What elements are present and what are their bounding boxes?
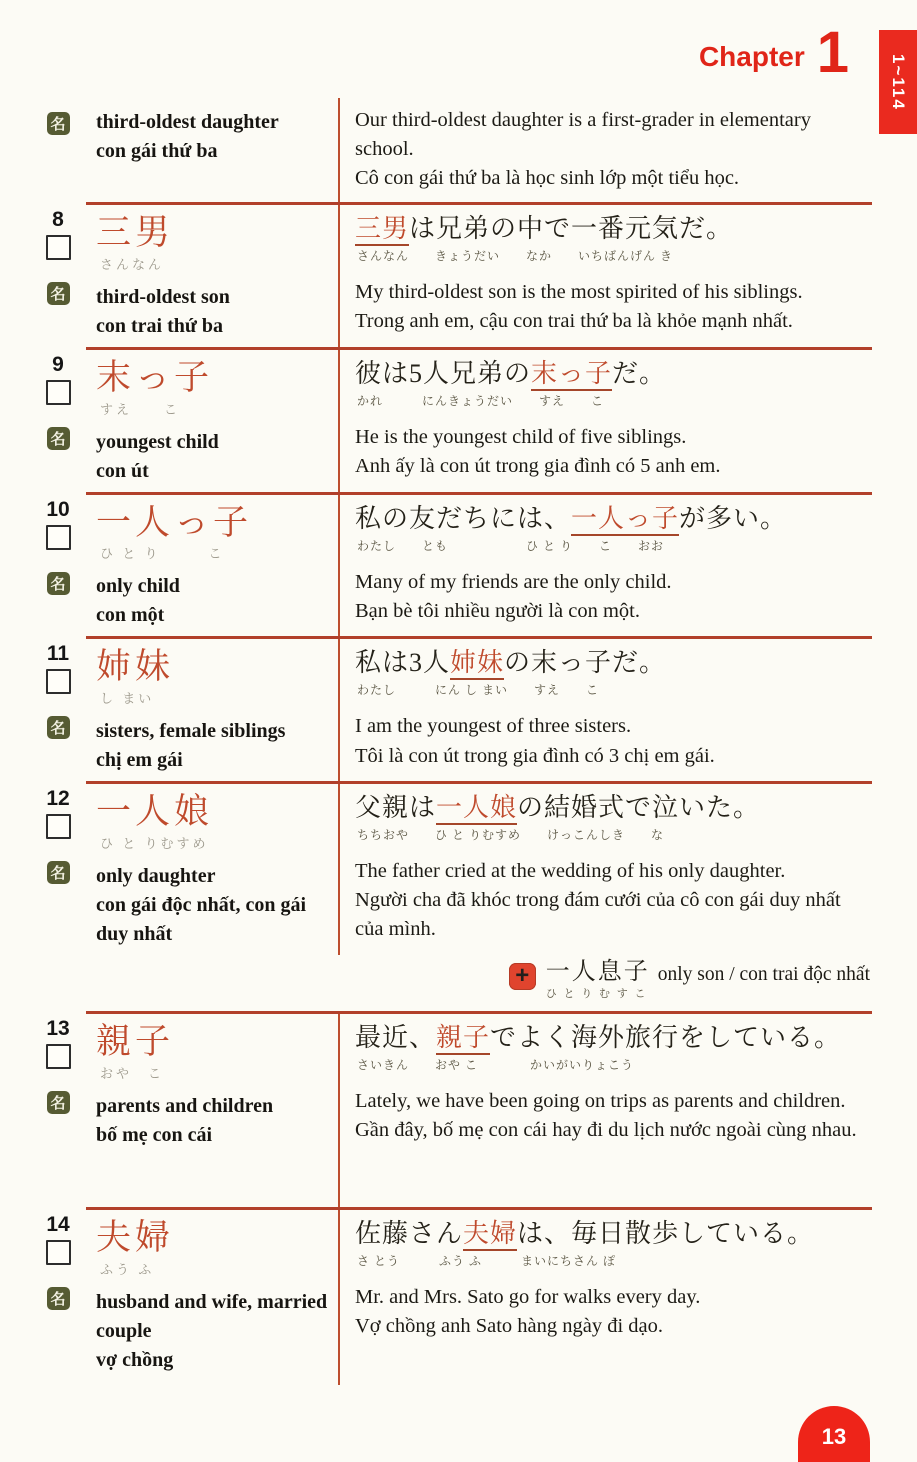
note-furigana: ひ と り む す こ xyxy=(545,988,648,1001)
example-jp-post: の結婚式で泣いた。 xyxy=(517,793,761,822)
vocab-word-furigana: さんなん xyxy=(100,256,165,272)
example-furigana: さんなん きょうだい なか いちばんげん き xyxy=(357,249,674,264)
noun-pos-icon: 名 xyxy=(47,861,70,884)
vocab-entry xyxy=(30,781,872,1011)
entry-checkbox[interactable] xyxy=(46,1240,71,1265)
vocab-word-furigana: し まい xyxy=(100,691,155,706)
example-column xyxy=(338,350,872,492)
example-jp-post: の末っ子だ。 xyxy=(504,648,667,678)
example-jp-target-word: 親子 xyxy=(436,1023,490,1055)
example-vietnamese: Bạn bè tôi nhiều người là con một. xyxy=(355,599,640,622)
example-english: My third-oldest son is the most spirited of his siblings. xyxy=(355,281,803,304)
example-jp-pre: 私の友だちには、 xyxy=(355,503,572,533)
example-column xyxy=(338,1210,872,1385)
vocab-column xyxy=(86,205,338,347)
plus-icon: + xyxy=(509,963,536,990)
meaning-english: sisters, female siblings xyxy=(96,720,286,742)
vocab-entry xyxy=(30,1011,872,1207)
entry-margin-column xyxy=(30,636,86,781)
entry-body xyxy=(86,347,872,492)
meaning-vietnamese: chị em gái xyxy=(96,749,183,771)
meaning-english: only daughter xyxy=(96,864,216,887)
example-jp-target-word: 一人娘 xyxy=(436,793,517,825)
vocab-entry-list xyxy=(30,98,872,1385)
meaning-vietnamese: con út xyxy=(96,459,149,482)
chapter-number: 1 xyxy=(816,20,849,85)
example-english: Mr. and Mrs. Sato go for walks every day. xyxy=(355,1286,701,1309)
entry-margin-column xyxy=(30,781,86,1011)
noun-pos-icon: 名 xyxy=(47,112,70,135)
example-furigana: ちちおや ひ と りむすめ けっこんしき な xyxy=(357,828,665,843)
note-word: 一人息子 xyxy=(545,958,650,985)
example-japanese-sentence xyxy=(355,647,868,678)
vocab-word: 末っ子 xyxy=(96,357,214,397)
noun-pos-icon: 名 xyxy=(47,427,70,450)
noun-pos-icon: 名 xyxy=(47,282,70,305)
vocab-word-furigana: ひ と りむすめ xyxy=(100,835,209,851)
entry-number: 9 xyxy=(52,352,64,376)
vocab-entry xyxy=(30,202,872,347)
vocab-word-furigana: ひ と り こ xyxy=(100,546,225,562)
entry-margin-column xyxy=(30,98,86,202)
entry-body xyxy=(86,492,872,637)
entry-number: 11 xyxy=(46,642,70,666)
entry-margin-column xyxy=(30,347,86,492)
example-jp-target-word: 三男 xyxy=(355,214,409,246)
example-column xyxy=(338,205,872,347)
entry-margin-column xyxy=(30,1011,86,1207)
entry-number: 12 xyxy=(46,787,70,810)
example-vietnamese: Gần đây, bố mẹ con cái hay đi du lịch nước ngoài cùng nhau. xyxy=(355,1119,857,1142)
vocab-column xyxy=(86,350,338,492)
entry-body xyxy=(86,1207,872,1385)
meaning-english: third-oldest daughter xyxy=(96,111,279,133)
entry-margin-column xyxy=(30,492,86,637)
example-jp-target-word: 末っ子 xyxy=(531,359,612,391)
entry-margin-column xyxy=(30,202,86,347)
entry-number: 13 xyxy=(46,1017,70,1041)
example-jp-post: だ。 xyxy=(612,358,667,388)
example-column xyxy=(338,495,872,637)
example-jp-pre: 彼は5人兄弟の xyxy=(355,358,532,388)
entry-body xyxy=(86,202,872,347)
entry-number: 10 xyxy=(46,497,70,521)
example-vietnamese: Người cha đã khóc trong đám cưới của cô con gái duy nhất của mình. xyxy=(355,889,841,941)
example-furigana: さいきん おや こ かいがいりょこう xyxy=(357,1058,635,1073)
example-furigana: かれ にんきょうだい すえ こ xyxy=(357,393,605,408)
chapter-range-tab: 1~114 xyxy=(879,30,917,134)
example-jp-post: は、毎日散歩している。 xyxy=(517,1219,815,1249)
example-japanese-sentence xyxy=(355,358,868,389)
page-number: 13 xyxy=(821,1424,847,1449)
meaning-vietnamese: con một xyxy=(96,604,165,627)
vocab-column xyxy=(86,639,338,781)
chapter-label: Chapter xyxy=(698,41,805,73)
meaning-english: parents and children xyxy=(96,1094,274,1117)
example-english: Lately, we have been going on trips as parents and children. xyxy=(355,1090,846,1113)
example-vietnamese: Cô con gái thứ ba là học sinh lớp một tiểu học. xyxy=(355,167,740,190)
noun-pos-icon: 名 xyxy=(47,1091,70,1114)
entry-checkbox[interactable] xyxy=(46,669,71,694)
entry-number: 8 xyxy=(52,208,64,231)
example-jp-post: は兄弟の中で一番元気だ。 xyxy=(409,214,734,243)
entry-number: 14 xyxy=(46,1213,70,1237)
meaning-english: youngest child xyxy=(96,430,219,453)
noun-pos-icon: 名 xyxy=(47,572,70,595)
example-japanese-sentence xyxy=(355,213,868,244)
example-english: Many of my friends are the only child. xyxy=(355,570,672,593)
meaning-vietnamese: con gái độc nhất, con gái duy nhất xyxy=(96,893,307,945)
page-number-tab xyxy=(798,1406,870,1462)
chapter-header xyxy=(698,20,849,85)
entry-margin-column xyxy=(30,1207,86,1385)
meaning-vietnamese: bố mẹ con cái xyxy=(96,1123,213,1146)
meaning-vietnamese: con gái thứ ba xyxy=(96,140,218,162)
noun-pos-icon: 名 xyxy=(47,1287,70,1310)
example-vietnamese: Vợ chồng anh Sato hàng ngày đi dạo. xyxy=(355,1315,664,1338)
example-column xyxy=(338,1014,872,1207)
vocab-column xyxy=(86,1210,338,1385)
example-jp-pre: 私は3人 xyxy=(355,648,451,678)
example-english: The father cried at the wedding of his only daughter. xyxy=(355,860,786,883)
vocab-word-furigana: おや こ xyxy=(100,1065,165,1081)
vocab-entry xyxy=(30,347,872,492)
example-column xyxy=(338,98,872,202)
meaning-vietnamese: vợ chồng xyxy=(96,1348,174,1371)
vocab-entry xyxy=(30,1207,872,1385)
example-furigana: さ とう ふう ふ まいにちさん ぽ xyxy=(357,1254,617,1269)
example-jp-post: が多い。 xyxy=(679,503,788,533)
vocab-column xyxy=(86,1014,338,1207)
example-column xyxy=(338,639,872,781)
example-furigana: わたし とも ひ と り こ おお xyxy=(357,538,665,553)
example-jp-pre: 父親は xyxy=(355,793,437,822)
example-furigana: わたし にん し まい すえ こ xyxy=(357,683,600,698)
entry-checkbox[interactable] xyxy=(46,380,71,405)
vocab-word: 三男 xyxy=(96,213,175,252)
example-vietnamese: Tôi là con út trong gia đình có 3 chị em gái. xyxy=(355,744,715,767)
entry-checkbox[interactable] xyxy=(46,235,71,260)
vocab-entry xyxy=(30,492,872,637)
example-english: I am the youngest of three sisters. xyxy=(355,715,632,738)
entry-body xyxy=(86,1011,872,1207)
example-vietnamese: Trong anh em, cậu con trai thứ ba là khỏe mạnh nhất. xyxy=(355,310,793,333)
example-japanese-sentence xyxy=(355,1218,868,1249)
entry-checkbox[interactable] xyxy=(46,1044,71,1069)
meaning-english: third-oldest son xyxy=(96,285,230,308)
entry-body xyxy=(86,98,872,202)
meaning-english: only child xyxy=(96,575,180,598)
meaning-vietnamese: con trai thứ ba xyxy=(96,314,224,337)
vocab-column xyxy=(86,98,338,202)
noun-pos-icon: 名 xyxy=(47,716,70,739)
example-jp-target-word: 姉妹 xyxy=(450,648,504,680)
example-jp-pre: 最近、 xyxy=(355,1023,437,1053)
example-japanese-sentence xyxy=(355,1022,868,1053)
meaning-english: husband and wife, married couple xyxy=(96,1290,328,1342)
note-meaning: only son / con trai độc nhất xyxy=(657,963,870,985)
entry-body xyxy=(86,781,872,1011)
vocab-word: 姉妹 xyxy=(96,647,175,687)
example-jp-target-word: 一人っ子 xyxy=(571,504,679,536)
vocab-word-furigana: すえ こ xyxy=(100,401,181,417)
vocab-word-furigana: ふう ふ xyxy=(100,1261,155,1277)
example-jp-pre: 佐藤さん xyxy=(355,1219,464,1249)
vocab-word: 夫婦 xyxy=(96,1218,175,1258)
vocab-entry xyxy=(30,98,872,202)
example-column xyxy=(338,784,872,955)
vocab-word: 一人娘 xyxy=(96,792,214,831)
example-jp-target-word: 夫婦 xyxy=(463,1219,517,1251)
entry-checkbox[interactable] xyxy=(46,814,71,839)
example-english: He is the youngest child of five siblings. xyxy=(355,425,687,448)
related-word-note xyxy=(86,955,872,1011)
vocab-word: 親子 xyxy=(96,1022,175,1062)
example-english: Our third-oldest daughter is a first-grader in elementary school. xyxy=(355,109,811,161)
example-japanese-sentence xyxy=(355,792,868,823)
entry-body xyxy=(86,636,872,781)
vocab-word: 一人っ子 xyxy=(96,502,253,542)
example-vietnamese: Anh ấy là con út trong gia đình có 5 anh em. xyxy=(355,455,721,478)
example-japanese-sentence xyxy=(355,503,868,534)
note-word-wrap xyxy=(546,959,650,1001)
vocab-column xyxy=(86,495,338,637)
vocab-column xyxy=(86,784,338,955)
entry-checkbox[interactable] xyxy=(46,525,71,550)
example-jp-post: でよく海外旅行をしている。 xyxy=(490,1023,842,1053)
vocab-entry xyxy=(30,636,872,781)
